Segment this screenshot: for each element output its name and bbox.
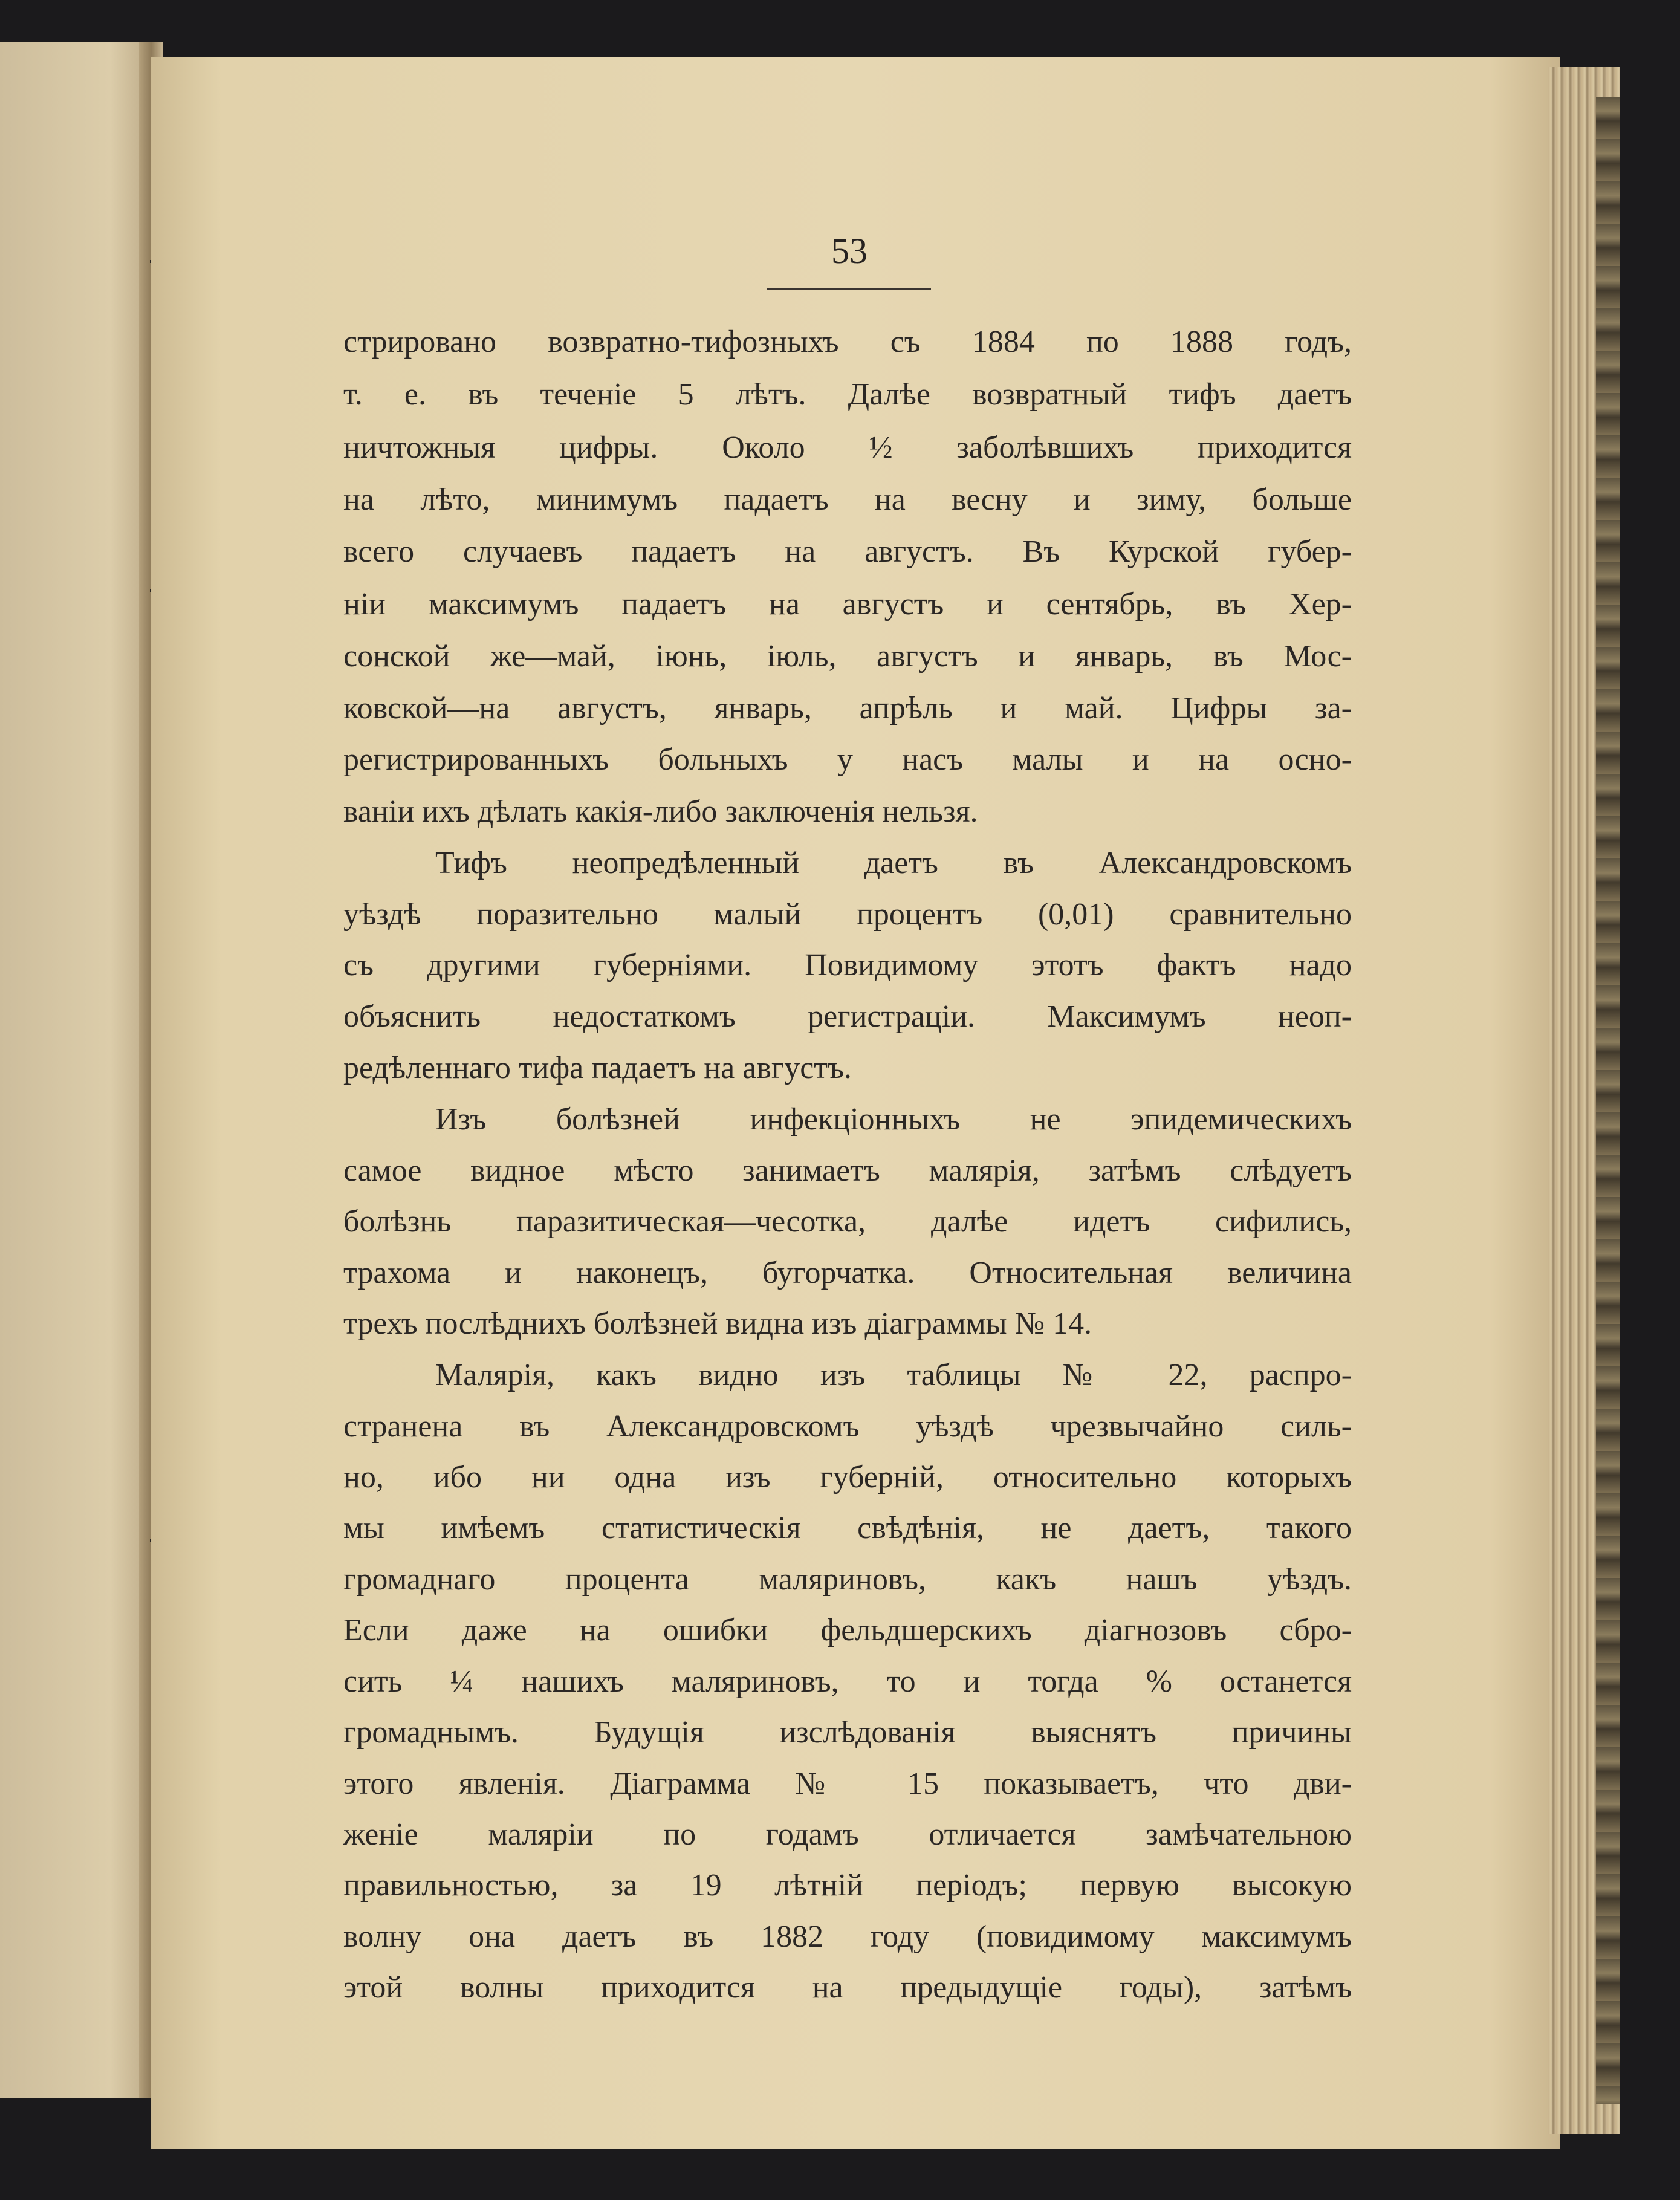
text-line: болѣзнь паразитическая—чесотка, далѣе идетъ сифились, [343,1204,1352,1239]
text-line: этого явленія. Діаграмма № 15 показываетъ, что дви- [343,1767,1352,1801]
text-line: уѣздѣ поразительно малый процентъ (0,01) сравнительно [343,897,1352,932]
text-line: всего случаевъ падаетъ на августъ. Въ Курской губер- [343,534,1352,569]
page-number: 53 [831,231,868,271]
book-edge [1596,97,1620,2104]
left-page [0,42,157,2098]
text-line: Малярія, какъ видно изъ таблицы № 22, распро- [435,1358,1352,1392]
text-line: ваніи ихъ дѣлать какія-либо заключенія нельзя. [343,794,978,829]
text-line: т. е. въ теченіе 5 лѣтъ. Далѣе возвратный тифъ даетъ [343,377,1352,412]
text-line: съ другими губерніями. Повидимому этотъ фактъ надо [343,948,1352,982]
text-line: трахома и наконецъ, бугорчатка. Относительная величина [343,1256,1352,1290]
text-line: женіе маляріи по годамъ отличается замѣчательною [343,1817,1352,1852]
text-line: ковской—на августъ, январь, апрѣль и май. Цифры за- [343,691,1352,725]
text-line: стрировано возвратно-тифозныхъ съ 1884 по 1888 годъ, [343,325,1352,359]
text-line: сонской же—май, іюнь, іюль, августъ и январь, въ Мос- [343,639,1352,673]
text-line: Если даже на ошибки фельдшерскихъ діагнозовъ сбро- [343,1613,1352,1647]
text-line: но, ибо ни одна изъ губерній, относительно которыхъ [343,1460,1352,1494]
page-number-rule [767,288,931,290]
text-line: громаднаго процента маляриновъ, какъ нашъ уѣздъ. [343,1562,1352,1597]
text-line: самое видное мѣсто занимаетъ малярія, затѣмъ слѣдуетъ [343,1154,1352,1188]
text-line: Тифъ неопредѣленный даетъ въ Александровскомъ [435,846,1352,880]
text-line: объяснить недостаткомъ регистраціи. Максимумъ неоп- [343,999,1352,1034]
text-line: на лѣто, минимумъ падаетъ на весну и зиму, больше [343,482,1352,517]
text-line: ничтожныя цифры. Около ½ заболѣвшихъ приходится [343,430,1352,465]
text-line: волну она даетъ въ 1882 году (повидимому максимумъ [343,1919,1352,1954]
text-line: громаднымъ. Будущія изслѣдованія выяснятъ причины [343,1715,1352,1750]
text-line: сить ¼ нашихъ маляриновъ, то и тогда % останется [343,1664,1352,1699]
text-line: трехъ послѣднихъ болѣзней видна изъ діаграммы № 14. [343,1306,1092,1341]
text-line: этой волны приходится на предыдущіе годы), затѣмъ [343,1970,1352,2005]
text-line: мы имѣемъ статистическія свѣдѣнія, не даетъ, такого [343,1511,1352,1545]
text-line: регистрированныхъ больныхъ у насъ малы и на осно- [343,742,1352,777]
text-line: правильностью, за 19 лѣтній періодъ; первую высокую [343,1868,1352,1903]
text-line: Изъ болѣзней инфекціонныхъ не эпидемическихъ [435,1102,1352,1137]
text-line: ніи максимумъ падаетъ на августъ и сентябрь, въ Хер- [343,587,1352,621]
text-line: странена въ Александровскомъ уѣздѣ чрезвычайно силь- [343,1409,1352,1444]
text-line: редѣленнаго тифа падаетъ на августъ. [343,1051,852,1085]
